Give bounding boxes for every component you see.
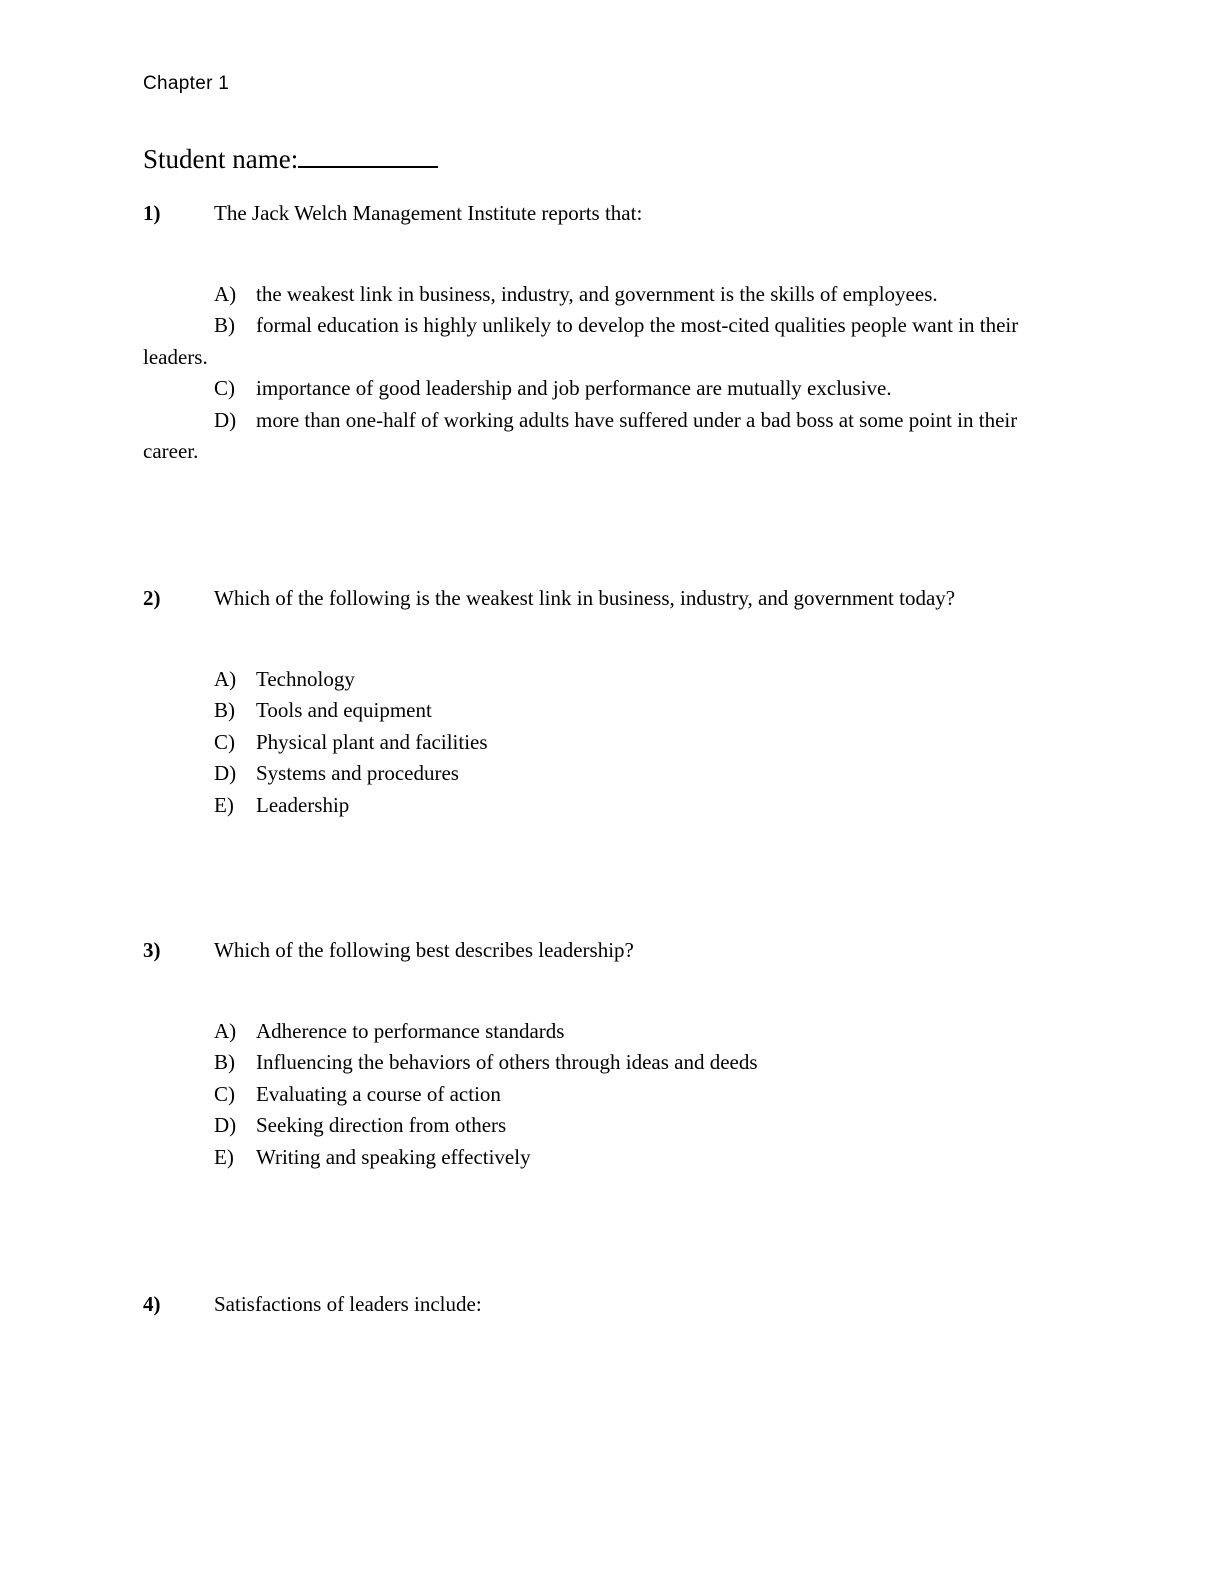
option-a[interactable] [143,1016,1073,1047]
option-letter: A) [214,282,237,306]
option-letter: B) [214,313,235,338]
student-name-blank[interactable] [298,142,438,168]
option-text: Tools and equipment [256,698,432,723]
option-a[interactable] [143,664,1073,695]
question-number: 3) [143,938,161,962]
option-d[interactable] [143,758,1073,789]
option-text: the weakest link in business, industry, and government is the skills of employees. [256,282,938,306]
option-letter: A) [214,1019,237,1043]
option-letter: E) [214,1144,234,1169]
question-text: Which of the following best describes leadership? [214,938,634,962]
question-1 [143,198,1073,467]
option-letter: B) [214,698,235,723]
question-number: 1) [143,201,161,225]
option-letter: D) [214,761,237,786]
option-letter: C) [214,376,235,401]
option-text: Adherence to performance standards [256,1019,565,1043]
option-letter: E) [214,792,234,817]
option-e[interactable] [143,790,1073,821]
option-letter: C) [214,729,235,754]
option-b[interactable] [143,310,1073,373]
option-text: Writing and speaking effectively [256,1144,531,1169]
option-text: more than one-half of working adults have suffered under a bad boss at some point in their career. [143,407,1018,464]
student-name-line [143,142,438,175]
option-text: Technology [256,667,355,691]
question-number: 2) [143,586,161,610]
option-text: Leadership [256,792,350,817]
option-text: Evaluating a course of action [256,1081,501,1106]
option-text: Physical plant and facilities [256,729,488,754]
option-letter: A) [214,667,237,691]
option-a[interactable] [143,279,1073,310]
option-letter: D) [214,407,237,432]
option-text: Systems and procedures [256,761,459,786]
question-4-header [143,1289,1073,1320]
question-3-header [143,935,1073,966]
option-letter: B) [214,1050,235,1075]
question-3 [143,935,1073,1173]
option-text: Seeking direction from others [256,1113,507,1138]
option-text: Influencing the behaviors of others through ideas and deeds [256,1050,758,1075]
question-1-header [143,198,1073,229]
option-d[interactable] [143,405,1073,468]
option-text: importance of good leadership and job performance are mutually exclusive. [256,376,892,401]
option-c[interactable] [143,1079,1073,1110]
option-b[interactable] [143,1047,1073,1078]
chapter-header: Chapter 1 [143,73,230,94]
option-b[interactable] [143,695,1073,726]
option-letter: C) [214,1081,235,1106]
question-4 [143,1289,1073,1320]
option-e[interactable] [143,1142,1073,1173]
question-1-options [143,279,1073,467]
option-d[interactable] [143,1110,1073,1141]
question-2 [143,583,1073,821]
question-3-options [143,1016,1073,1173]
student-name-label: Student name: [143,144,299,174]
question-text: The Jack Welch Management Institute reports that: [214,201,643,225]
option-c[interactable] [143,373,1073,404]
question-text: Which of the following is the weakest link in business, industry, and government today? [214,586,956,610]
question-number: 4) [143,1292,161,1316]
question-text: Satisfactions of leaders include: [214,1292,482,1316]
option-c[interactable] [143,727,1073,758]
question-2-options [143,664,1073,821]
option-letter: D) [214,1113,237,1138]
option-text: formal education is highly unlikely to develop the most-cited qualities people want in their leaders. [143,313,1019,369]
question-2-header [143,583,1073,614]
